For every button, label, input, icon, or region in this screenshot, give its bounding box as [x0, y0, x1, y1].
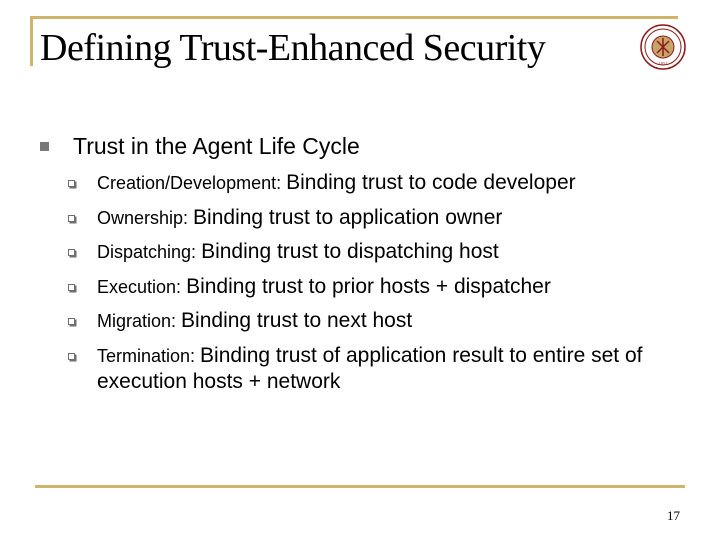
list-item — [97, 205, 697, 231]
sub-bullet-label: Dispatching: — [97, 242, 202, 263]
seal-year: 1851 — [658, 61, 668, 66]
sub-bullet-text: Binding trust to next host — [181, 309, 413, 333]
sub-bullet-label: Migration: — [97, 311, 182, 332]
sub-bullet-text: Binding trust to dispatching host — [201, 240, 499, 264]
hollow-square-bullet-icon — [68, 180, 75, 187]
hollow-square-bullet-icon — [68, 318, 75, 325]
bottom-divider — [35, 485, 685, 488]
page-number: 17 — [667, 508, 680, 523]
square-bullet-icon — [40, 142, 49, 151]
list-item — [97, 274, 697, 300]
sub-bullet-text: Binding trust to code developer — [286, 171, 576, 194]
list-item — [97, 308, 697, 334]
sub-bullet-label: Creation/Development: — [97, 173, 287, 193]
sub-bullet-label: Termination: — [97, 345, 201, 366]
left-divider — [30, 16, 33, 66]
main-bullet-text: Trust in the Agent Life Cycle — [73, 133, 360, 159]
hollow-square-bullet-icon — [68, 353, 75, 360]
sub-bullet-label: Ownership: — [97, 207, 194, 228]
list-item — [97, 239, 697, 265]
hollow-square-bullet-icon — [68, 284, 75, 291]
sub-bullet-list — [97, 170, 697, 404]
hollow-square-bullet-icon — [68, 215, 75, 222]
slide-title: Defining Trust-Enhanced Security — [40, 27, 546, 69]
sub-bullet-label: Execution: — [97, 276, 187, 297]
sub-bullet-text: Binding trust to prior hosts + dispatcher — [186, 274, 551, 298]
hollow-square-bullet-icon — [68, 249, 75, 256]
top-divider — [30, 16, 678, 19]
sub-bullet-text: Binding trust of application result to entire set of execution hosts + network — [97, 343, 643, 393]
university-seal-icon — [640, 24, 686, 70]
sub-bullet-text: Binding trust to application owner — [193, 205, 503, 229]
list-item — [97, 343, 697, 395]
list-item — [97, 170, 697, 196]
